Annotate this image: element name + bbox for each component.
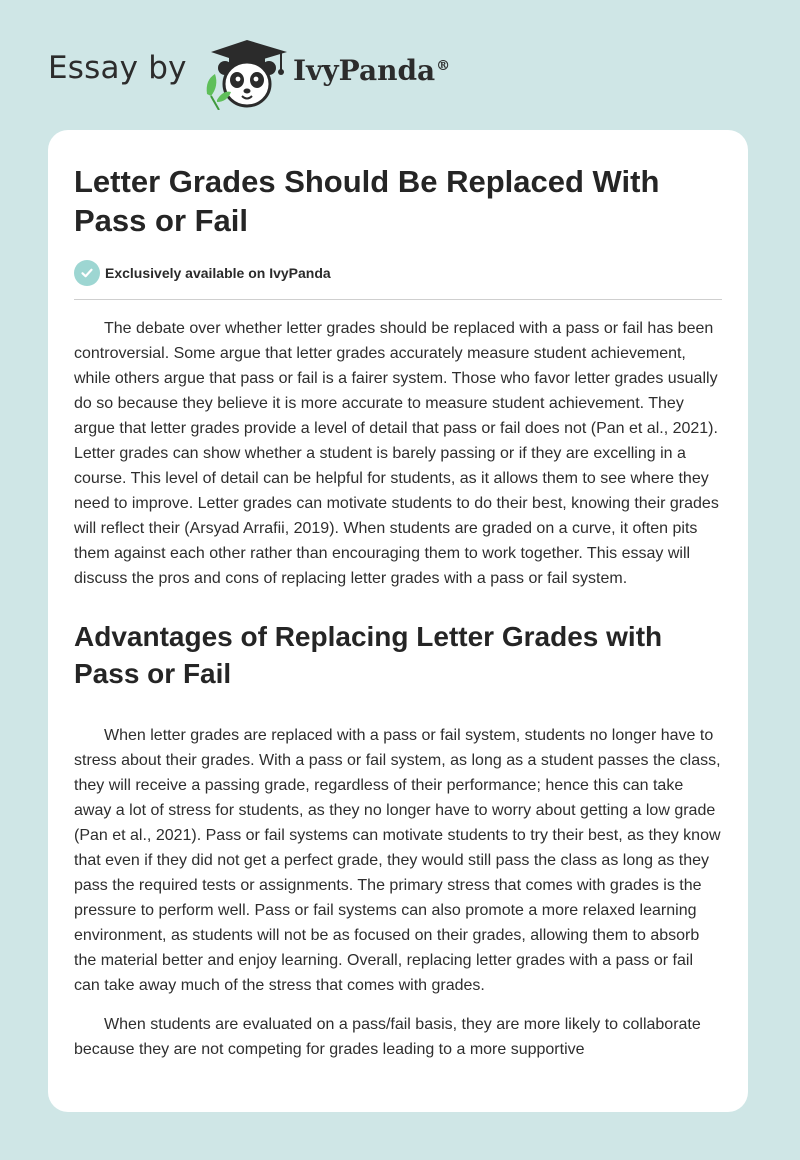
- section-heading-advantages: Advantages of Replacing Letter Grades with Pass or Fail: [74, 621, 663, 689]
- brand-name-text: IvyPanda: [293, 54, 436, 87]
- check-circle-icon: [74, 260, 100, 286]
- paragraph-intro: The debate over whether letter grades should be replaced with a pass or fail has been controversial. Some argue that letter grades accurately measure student achievement, while others argue that pass or fail is a fairer system. Those who favor letter grades usually do so because they believe it is more accurate to measure student achievement. They argue that letter grades provide a level of detail that pass or fail does not (Pan et al., 2021). Letter grades can show whether a student is barely passing or if they are excelling in a course. This level of detail can be helpful for students, as it allows them to see where they need to improve. Letter grades can motivate students to do their best, knowing their grades will reflect their (Arsyad Arrafii, 2019). When students are graded on a curve, it often pits them against each other rather than encouraging them to work together. This essay will discuss the pros and cons of replacing letter grades with a pass or fail system.: [74, 320, 719, 587]
- exclusive-badge: [74, 260, 722, 286]
- divider: [74, 299, 722, 300]
- essay-by-label: Essay by: [48, 50, 187, 86]
- exclusive-badge-text: Exclusively available on IvyPanda: [105, 265, 331, 281]
- site-header: [0, 0, 800, 130]
- brand-name[interactable]: [293, 54, 450, 87]
- article: [74, 162, 722, 1062]
- essay-title: Letter Grades Should Be Replaced With Pass or Fail: [74, 164, 660, 238]
- checkmark-icon: [80, 266, 94, 280]
- paragraph-advantages-1: When letter grades are replaced with a pass or fail system, students no longer have to stress about their grades. With a pass or fail system, as long as a student passes the class, they will receive a passing grade, regardless of their performance; hence this can take away a lot of stress for students, as they no longer have to worry about getting a low grade (Pan et al., 2021). Pass or fail systems can motivate students to try their best, as they know that even if they did not get a perfect grade, they would still pass the class as long as they pass the required tests or assignments. The primary stress that comes with grades is the pressure to perform well. Pass or fail systems can also promote a more relaxed learning environment, as students will not be as focused on their grades, allowing them to absorb the material better and enjoy learning. Overall, replacing letter grades with a pass or fail can take away much of the stress that comes with grades.: [74, 727, 721, 994]
- registered-mark: ®: [436, 57, 451, 74]
- panda-graduate-logo-icon[interactable]: [203, 36, 291, 110]
- paragraph-advantages-2: When students are evaluated on a pass/fail basis, they are more likely to collaborate because they are not competing for grades leading to a more supportive: [74, 1016, 701, 1058]
- essay-card: [48, 130, 748, 1112]
